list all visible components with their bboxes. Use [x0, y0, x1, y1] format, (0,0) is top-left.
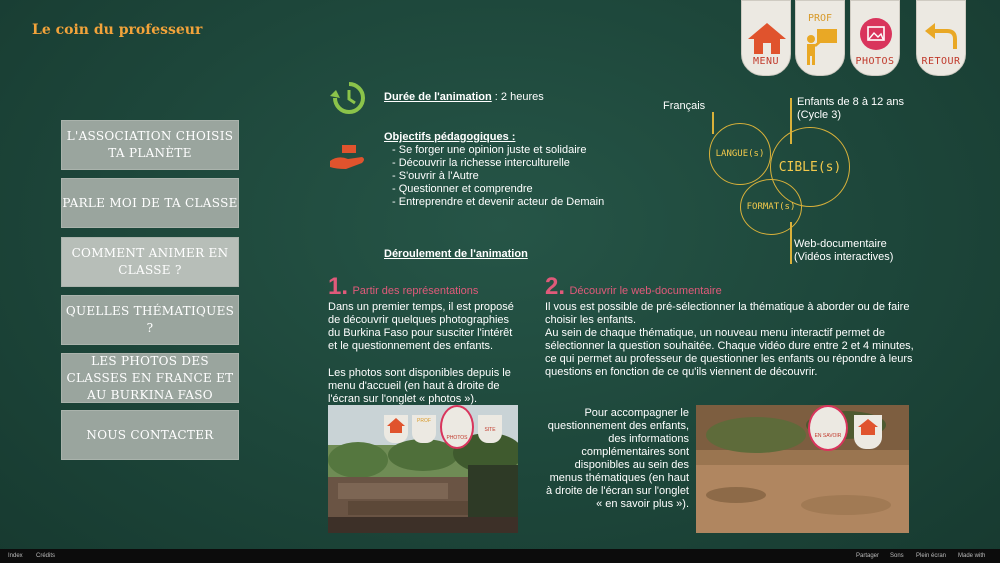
menu-item-photos-classes[interactable]: LES PHOTOS DES CLASSES EN FRANCE ET AU BURKINA FASO: [61, 353, 239, 403]
photo1-tab-photos: PHOTOS: [440, 405, 474, 449]
objectives-list: [384, 144, 604, 209]
footer-credits-link[interactable]: Crédits: [36, 553, 56, 559]
diagram-enfants-1: Enfants de 8 à 12 ans: [797, 96, 905, 108]
footer-sound-button[interactable]: Sons: [890, 553, 904, 559]
step2-header: [545, 273, 722, 301]
diagram-enfants-2: (Cycle 3): [797, 109, 842, 121]
tab-prof-label: PROF: [807, 13, 833, 24]
footer-fullscreen-button[interactable]: Plein écran: [916, 553, 947, 559]
clock-icon: [330, 80, 368, 116]
step1-number: 1.: [328, 273, 349, 300]
step2-title: Découvrir le web-documentaire: [569, 285, 722, 297]
diagram-langue: LANGUE(s): [709, 123, 771, 185]
house-icon: [854, 415, 882, 437]
photo1-tab-menu: [384, 415, 408, 443]
deroulement-title: Déroulement de l'animation: [384, 248, 528, 260]
step2-number: 2.: [545, 273, 566, 300]
photo1-tab-site: SITE: [478, 415, 502, 443]
photo-burkina-rocks: [328, 405, 518, 533]
step1-header: [328, 273, 478, 301]
duration-line: [384, 91, 544, 104]
hand-heart-icon: [328, 143, 368, 173]
tab-menu[interactable]: [741, 0, 791, 76]
duration-label: Durée de l'animation: [384, 91, 492, 103]
duration-value: : 2 heures: [491, 91, 544, 103]
footer-index-link[interactable]: Index: [8, 553, 23, 559]
objective-item: - Entreprendre et devenir acteur de Demain: [384, 196, 604, 209]
house-icon: [384, 415, 408, 435]
diagram-francais: Français: [663, 100, 706, 112]
house-icon: [746, 21, 788, 55]
step1-note: Les photos sont disponibles depuis le menu d'accueil (en haut à droite de l'écran sur l'onglet « photos »).: [328, 367, 511, 405]
tab-prof[interactable]: [795, 0, 845, 76]
photo2-tab-en-savoir: EN SAVOIR: [808, 405, 848, 451]
photo1-tab-prof: PROF: [412, 415, 436, 443]
page-title: Le coin du professeur: [32, 22, 203, 38]
diagram-web-2: (Vidéos interactives): [794, 251, 894, 263]
diagram-line: [712, 112, 714, 134]
menu-item-classe[interactable]: PARLE MOI DE TA CLASSE: [61, 178, 239, 228]
photo-burkina-field: [696, 405, 909, 533]
objective-item: - Questionner et comprendre: [384, 183, 604, 196]
menu-item-contact[interactable]: NOUS CONTACTER: [61, 410, 239, 460]
objective-item: - Se forger une opinion juste et solidaire: [384, 144, 604, 157]
bottom-bar: [0, 549, 1000, 563]
footer-share-button[interactable]: Partager: [856, 553, 880, 559]
objectives-title: Objectifs pédagogiques :: [384, 131, 516, 143]
back-arrow-icon: [923, 23, 961, 53]
menu-item-thematiques[interactable]: QUELLES THÉMATIQUES ?: [61, 295, 239, 345]
menu-item-association[interactable]: L'ASSOCIATION CHOISIS TA PLANÈTE: [61, 120, 239, 170]
step2-note: Pour accompagner le questionnement des enfants, des informations complémentaires sont disponibles au sein des menus thématiques (en haut à droite de l'écran sur l'onglet « en savoir plus »).: [545, 407, 689, 510]
tab-retour-label: RETOUR: [921, 56, 961, 67]
tab-retour[interactable]: [916, 0, 966, 76]
diagram-format: FORMAT(s): [740, 179, 802, 235]
teacher-icon: [803, 27, 839, 65]
step2-text1: Il vous est possible de pré-sélectionner la thématique à aborder ou de faire choisir les enfants.: [545, 301, 910, 326]
footer-made-with: Made with: [958, 553, 986, 559]
diagram-cible: CIBLE(s): [770, 127, 850, 207]
photo-icon: [859, 17, 893, 51]
step1-text: Dans un premier temps, il est proposé de découvrir quelques photographies du Burkina Faso pour susciter l'intérêt et le questionnement des enfants.: [328, 301, 514, 352]
objective-item: - Découvrir la richesse interculturelle: [384, 157, 604, 170]
tab-photos-label: PHOTOS: [855, 56, 895, 67]
tab-photos[interactable]: [850, 0, 900, 76]
diagram-web-1: Web-documentaire: [794, 238, 887, 250]
tab-menu-label: MENU: [752, 56, 780, 67]
photo2-tab-menu: [854, 415, 882, 449]
step1-title: Partir des représentations: [352, 285, 479, 297]
step2-text2: Au sein de chaque thématique, un nouveau menu interactif permet de sélectionner la question souhaitée. Chaque vidéo dure entre 2 et 4 minutes, ce qui permet au professeur de questionner les enfants ou répondre à leurs questions en fonction de ce qu'ils viennent de découvrir.: [545, 327, 914, 378]
objective-item: - S'ouvrir à l'Autre: [384, 170, 604, 183]
menu-item-animer[interactable]: COMMENT ANIMER EN CLASSE ?: [61, 237, 239, 287]
